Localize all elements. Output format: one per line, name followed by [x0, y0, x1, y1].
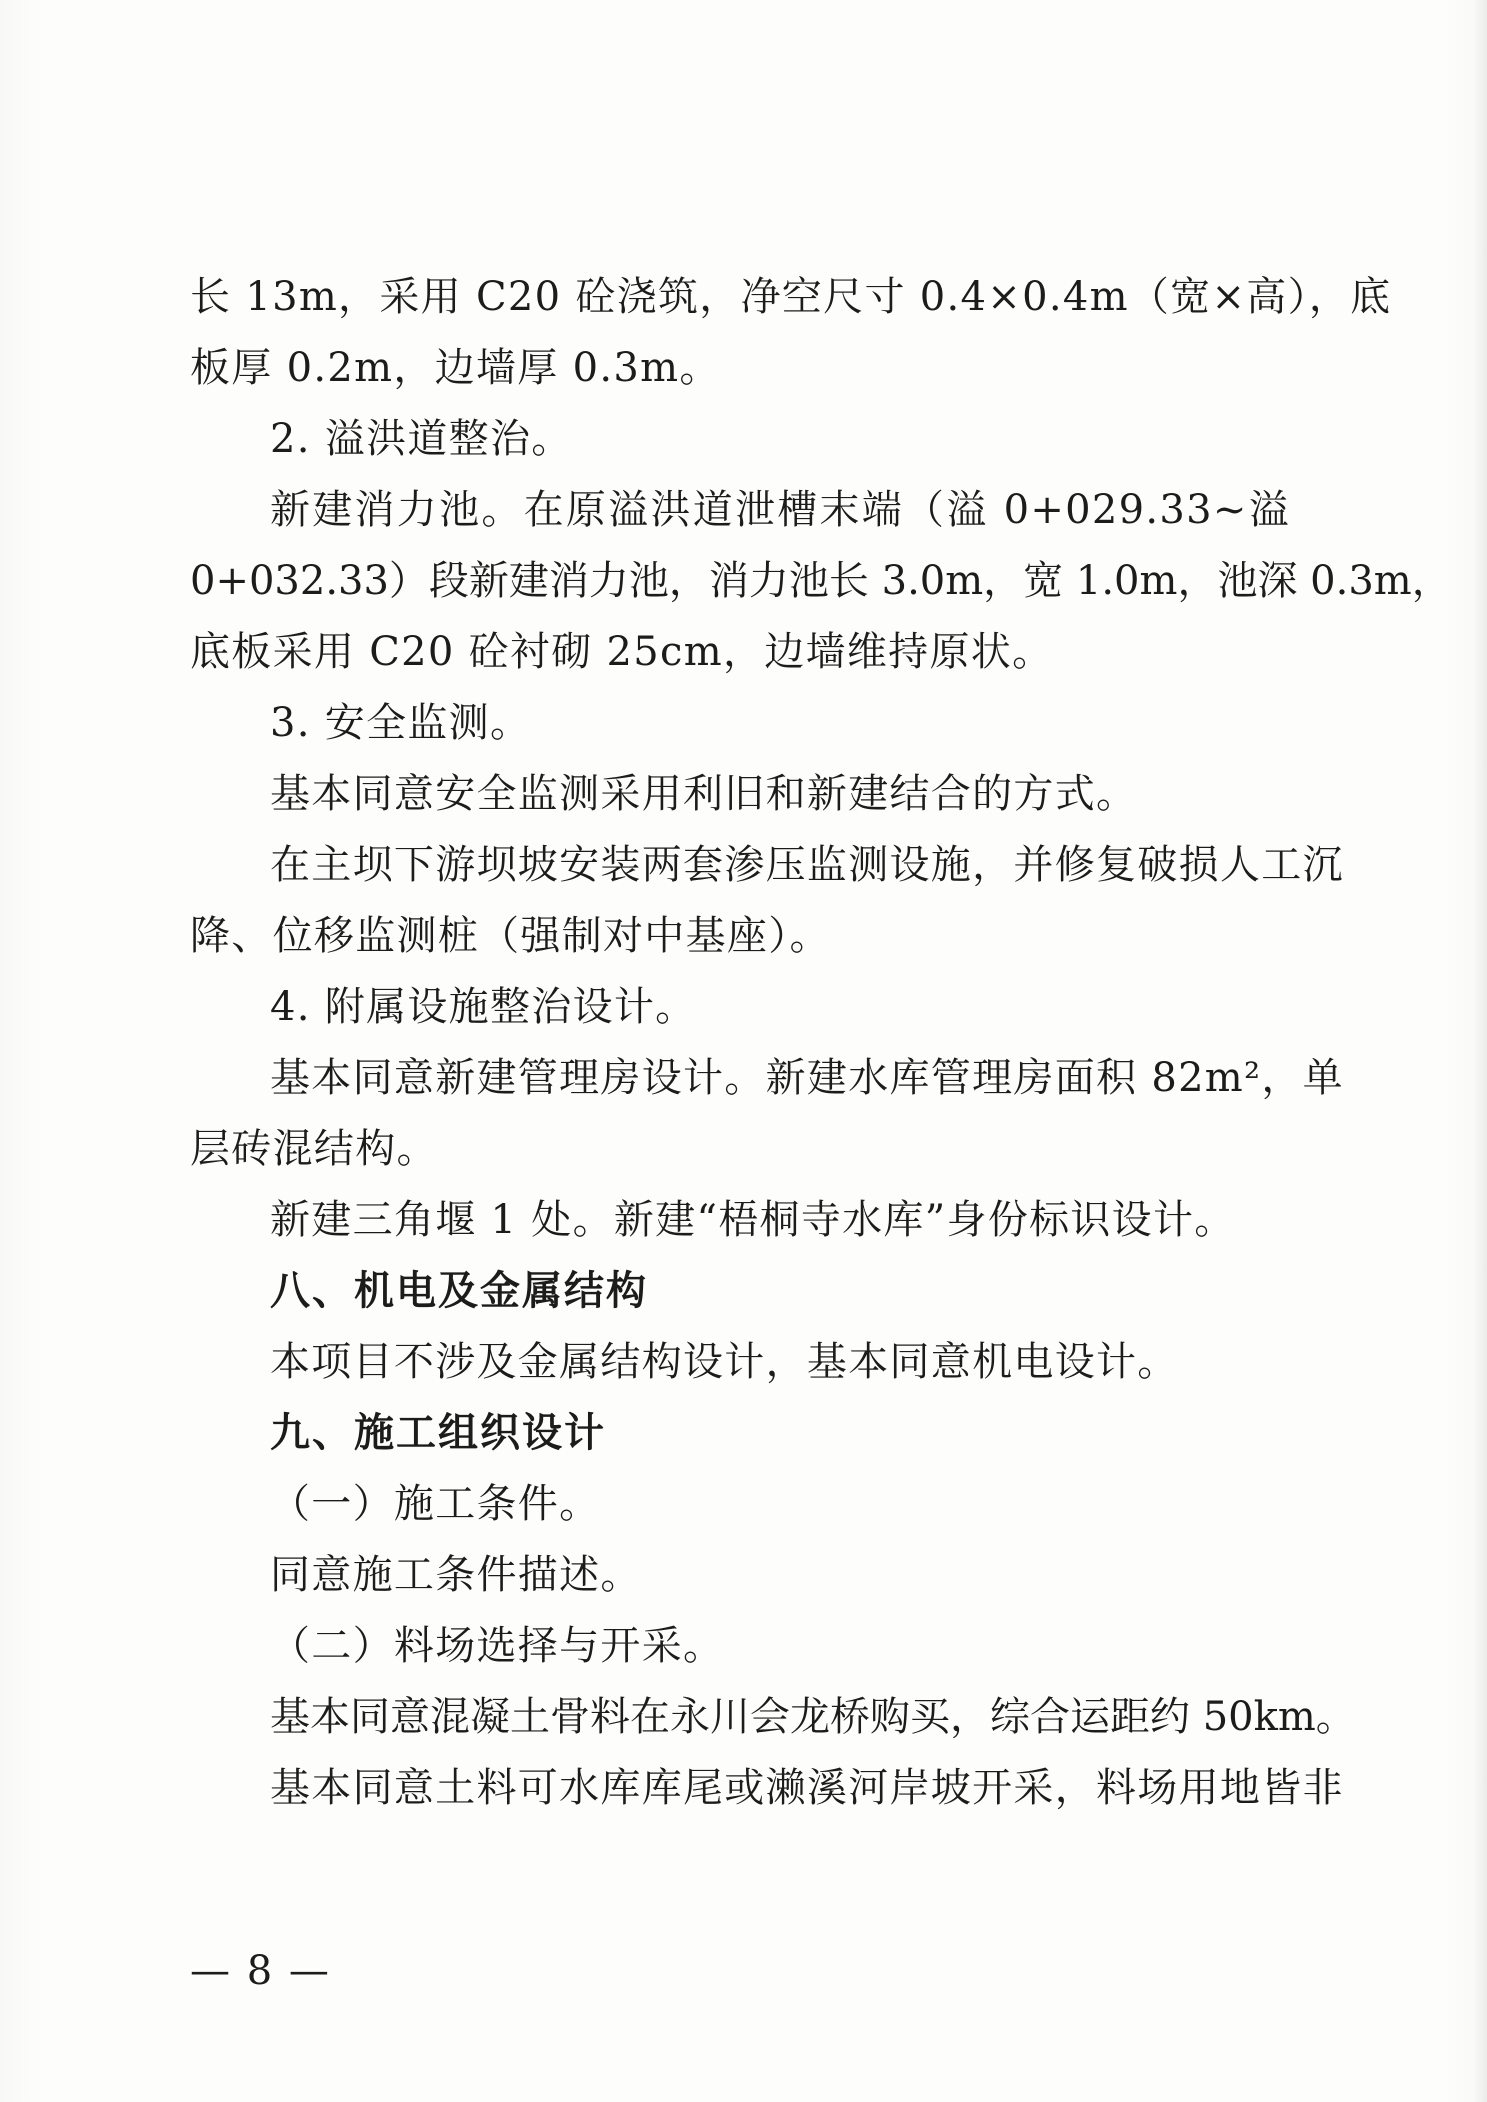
paragraph-line: 基本同意土料可水库库尾或濑溪河岸坡开采，料场用地皆非: [270, 1765, 1344, 1811]
paragraph-line: 0+032.33）段新建消力池，消力池长 3.0m，宽 1.0m，池深 0.3m，: [190, 558, 1452, 604]
subsection-heading: （二）料场选择与开采。: [270, 1623, 725, 1669]
paragraph-line: 新建三角堰 1 处。新建“梧桐寺水库”身份标识设计。: [270, 1197, 1236, 1243]
section-item-heading: 3. 安全监测。: [270, 700, 532, 746]
paragraph-line: 同意施工条件描述。: [270, 1552, 642, 1598]
paragraph-line: 底板采用 C20 砼衬砌 25cm，边墙维持原状。: [190, 629, 1054, 675]
paragraph-line: 层砖混结构。: [190, 1126, 438, 1172]
section-item-heading: 2. 溢洪道整治。: [270, 416, 573, 462]
body-text: [190, 262, 1452, 1824]
subsection-heading: （一）施工条件。: [270, 1481, 601, 1527]
page-edge-shadow: [1473, 0, 1487, 2102]
paragraph-line: 新建消力池。在原溢洪道泄槽末端（溢 0+029.33~溢: [270, 487, 1290, 533]
paragraph-line: 基本同意新建管理房设计。新建水库管理房面积 82m²，单: [270, 1055, 1344, 1101]
section-heading: 九、施工组织设计: [270, 1410, 606, 1456]
section-item-heading: 4. 附属设施整治设计。: [270, 984, 697, 1030]
paragraph-line: 本项目不涉及金属结构设计，基本同意机电设计。: [270, 1339, 1179, 1385]
paragraph-line: 长 13m，采用 C20 砼浇筑，净空尺寸 0.4×0.4m（宽×高），底: [190, 274, 1392, 320]
paragraph-line: 基本同意安全监测采用利旧和新建结合的方式。: [270, 771, 1138, 817]
paragraph-line: 降、位移监测桩（强制对中基座）。: [190, 913, 831, 959]
paragraph-line: 基本同意混凝土骨料在永川会龙桥购买，综合运距约 50km。: [270, 1694, 1356, 1740]
paragraph-line: 在主坝下游坝坡安装两套渗压监测设施，并修复破损人工沉: [270, 842, 1344, 888]
paragraph-line: 板厚 0.2m，边墙厚 0.3m。: [190, 345, 721, 391]
section-heading: 八、机电及金属结构: [270, 1268, 648, 1314]
page-number: — 8 —: [190, 1948, 331, 1994]
